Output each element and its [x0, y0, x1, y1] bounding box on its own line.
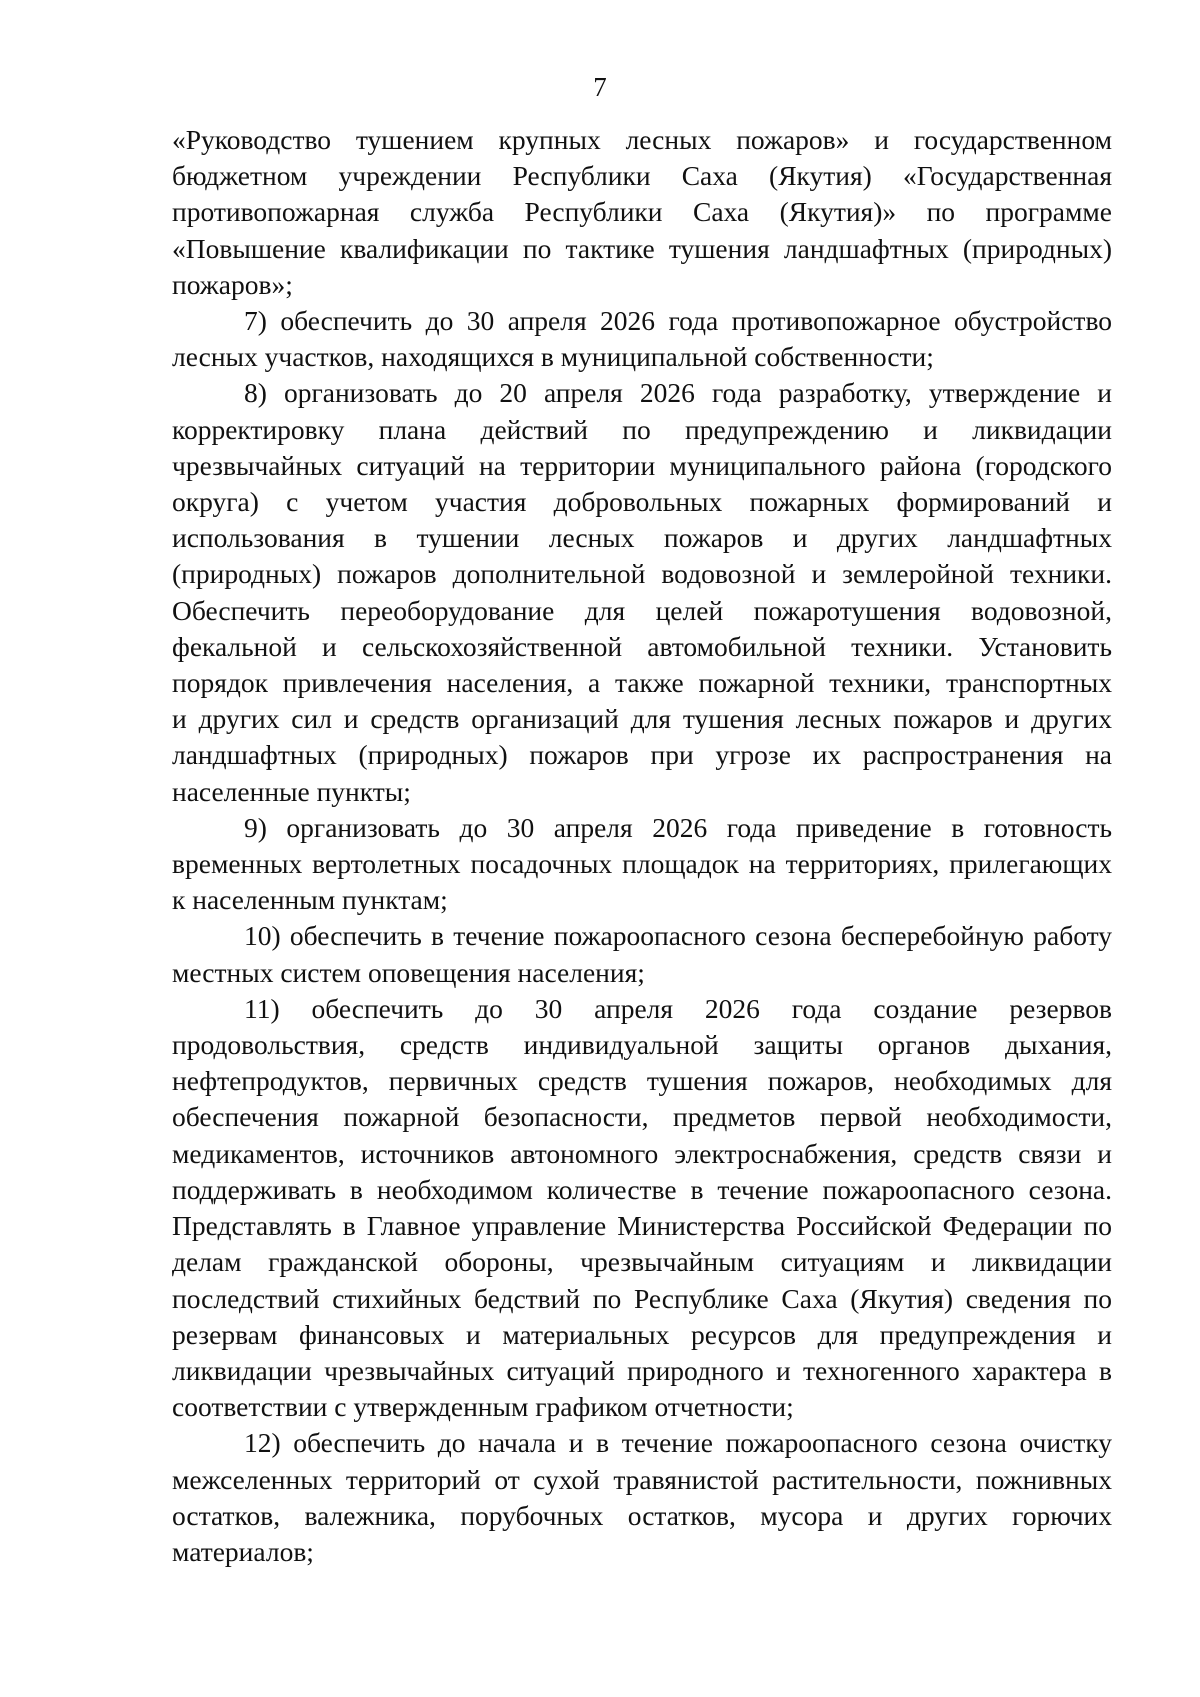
text-line: корректировку плана действий по предупреждению и ликвидации: [172, 413, 1112, 445]
text-line: межселенных территорий от сухой травянистой растительности, пожнивных: [172, 1463, 1112, 1495]
text-line: соответствии с утвержденным графиком отчетности;: [172, 1391, 794, 1423]
text-line: порядок привлечения населения, а также пожарной техники, транспортных: [172, 667, 1112, 699]
text-line: Представлять в Главное управление Министерства Российской Федерации по: [172, 1210, 1112, 1242]
text-line: бюджетном учреждении Республики Саха (Якутия) «Государственная: [172, 160, 1112, 192]
text-line: к населенным пунктам;: [172, 884, 448, 916]
paragraph: [172, 1425, 1112, 1570]
text-line: 10) обеспечить в течение пожароопасного сезона бесперебойную работу: [244, 920, 1112, 952]
text-line: 8) организовать до 20 апреля 2026 года разработку, утверждение и: [244, 377, 1112, 409]
paragraph: [172, 918, 1112, 990]
text-line: Обеспечить переоборудование для целей пожаротушения водовозной,: [172, 594, 1112, 626]
text-line: 12) обеспечить до начала и в течение пожароопасного сезона очистку: [244, 1427, 1112, 1459]
document-body: [172, 122, 1112, 1570]
text-line: использования в тушении лесных пожаров и других ландшафтных: [172, 522, 1112, 554]
text-line: фекальной и сельскохозяйственной автомобильной техники. Установить: [172, 630, 1112, 662]
text-line: населенные пункты;: [172, 775, 411, 807]
paragraph: [172, 303, 1112, 375]
text-line: обеспечения пожарной безопасности, предметов первой необходимости,: [172, 1101, 1112, 1133]
text-line: последствий стихийных бедствий по Республике Саха (Якутия) сведения по: [172, 1282, 1112, 1314]
text-line: продовольствия, средств индивидуальной защиты органов дыхания,: [172, 1029, 1112, 1061]
text-line: округа) с учетом участия добровольных пожарных формирований и: [172, 486, 1112, 518]
text-line: чрезвычайных ситуаций на территории муниципального района (городского: [172, 449, 1112, 481]
paragraph: [172, 122, 1112, 303]
text-line: и других сил и средств организаций для тушения лесных пожаров и других: [172, 703, 1112, 735]
text-line: остатков, валежника, порубочных остатков, мусора и других горючих: [172, 1499, 1112, 1531]
text-line: нефтепродуктов, первичных средств тушения пожаров, необходимых для: [172, 1065, 1112, 1097]
text-line: 9) организовать до 30 апреля 2026 года приведение в готовность: [244, 811, 1112, 843]
text-line: пожаров»;: [172, 268, 293, 300]
text-line: «Повышение квалификации по тактике тушения ландшафтных (природных): [172, 232, 1112, 264]
paragraph: [172, 991, 1112, 1425]
text-line: ландшафтных (природных) пожаров при угрозе их распространения на: [172, 739, 1112, 771]
text-line: лесных участков, находящихся в муниципальной собственности;: [172, 341, 934, 373]
text-line: 7) обеспечить до 30 апреля 2026 года противопожарное обустройство: [244, 305, 1112, 337]
paragraph: [172, 375, 1112, 809]
text-line: противопожарная служба Республики Саха (Якутия)» по программе: [172, 196, 1112, 228]
text-line: 11) обеспечить до 30 апреля 2026 года создание резервов: [244, 992, 1112, 1024]
text-line: временных вертолетных посадочных площадок на территориях, прилегающих: [172, 848, 1112, 880]
text-line: медикаментов, источников автономного электроснабжения, средств связи и: [172, 1137, 1112, 1169]
text-line: ликвидации чрезвычайных ситуаций природного и техногенного характера в: [172, 1354, 1112, 1386]
text-line: материалов;: [172, 1535, 314, 1567]
page-number: 7: [593, 72, 607, 102]
text-line: (природных) пожаров дополнительной водовозной и землеройной техники.: [172, 558, 1112, 590]
paragraph: [172, 810, 1112, 919]
text-line: делам гражданской обороны, чрезвычайным ситуациям и ликвидации: [172, 1246, 1112, 1278]
text-line: поддерживать в необходимом количестве в течение пожароопасного сезона.: [172, 1173, 1112, 1205]
text-line: «Руководство тушением крупных лесных пожаров» и государственном: [172, 124, 1112, 155]
text-line: местных систем оповещения населения;: [172, 956, 645, 988]
text-line: резервам финансовых и материальных ресурсов для предупреждения и: [172, 1318, 1112, 1350]
